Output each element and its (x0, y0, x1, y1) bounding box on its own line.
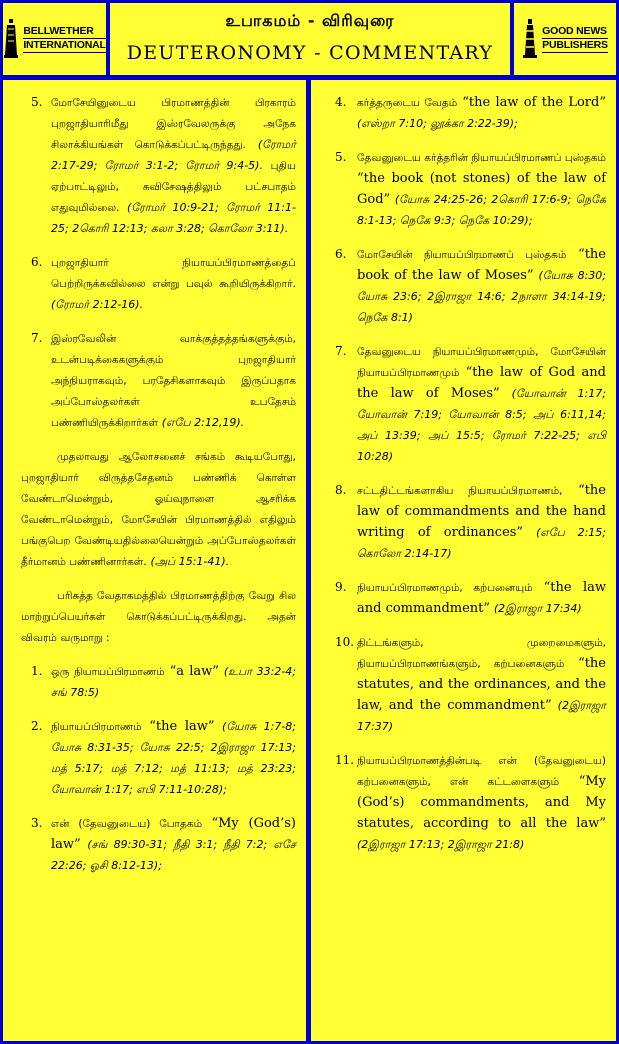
logo-line1: BELLWETHER (23, 25, 105, 39)
item-ref: (2இராஜா 17:13; 2இராஜா 21:8) (357, 838, 525, 851)
list-item (31, 813, 296, 876)
list-item (335, 750, 606, 855)
bellwether-logo (3, 3, 106, 75)
list-item (335, 92, 606, 134)
list-item (335, 147, 606, 231)
item-english: “the statutes, and the ordinances, and the law, and the commandment” (357, 656, 606, 713)
list-item (335, 577, 606, 619)
item-ref: (எபே 2:15; கொலோ 2:14-17) (357, 526, 606, 560)
item-text: புறஜாதியார் நியாயப்பிரமாணத்தைப் பெற்றிருக்கவில்லை என்று பவுல் கூறியிருக்கிறார். (51, 257, 296, 290)
list-item (335, 632, 606, 737)
logo-line2: INTERNATIONAL (23, 39, 106, 51)
item-ref: (எபே 2:12,19). (161, 416, 245, 429)
item-ref: (யோசு 24:25-26; 2கொரி 17:6-9; நெகே 8:1-13; நெகே 9:3; நெகே 10:29); (357, 193, 606, 227)
paragraph-text: பரிசுத்த வேதாகமத்தில் பிரமாணத்திற்கு வேறு சில மாற்றுப்பெயர்கள் கொடுக்கப்பட்டிருக்கிறது. அதன் விவரம் வருமாறு : (21, 590, 296, 644)
item-text: புதிய ஏற்பாட்டிலும், சுவிசேஷத்திலும் பட்சபாதம் எதுவுமில்லை. (51, 160, 296, 214)
list-item (31, 92, 296, 239)
item-ref: (சங் 89:30-31; நீதி 3:1; நீதி 7:2; எசே 22:26; ஓசி 8:12-13); (51, 838, 296, 872)
list-item (335, 480, 606, 564)
item-ref: (உபா 33:2-4; சங் 78:5) (51, 665, 296, 699)
paragraph-text: முதலாவது ஆலோசனைச் சங்கம் கூடியபோது, புறஜாதியார் விருத்தசேதனம் பண்ணிக் கொள்ள வேண்டாமென்றும், ஓய்வுநாளை ஆசரிக்க வேண்டாமென்றும், மோசேயின் பிரமாணத்தில் எதிலும் பங்குபெற வேண்டியதில்லையென்றும் அப்போஸ்தலர்கள் தீர்மானம் பண்ணினார்கள். (21, 451, 296, 568)
item-ref: (யோசு 1:7-8; யோசு 8:31-35; யோசு 22:5; 2இராஜா 17:13; மத் 5:17; மத் 7:12; மத் 11:13; மத் 23:23; யோவான் 1:17; எபி 7:11-10:28); (51, 720, 296, 796)
item-ref: (ரோமர் 10:9-21; ரோமர் 11:1-25; 2கொரி 12:13; கலா 3:28; கொலோ 3:11). (51, 201, 296, 235)
title-banner (110, 3, 510, 75)
item-number: 8. (335, 483, 347, 497)
item-number: 1. (31, 664, 43, 678)
title-english: DEUTERONOMY - COMMENTARY (126, 42, 494, 64)
item-text: தேவனுடைய கர்த்தரின் நியாயப்பிரமாணப் புஸ்தகம் (357, 152, 606, 164)
item-text: நியாயப்பிரமாணமும், கற்பனையும் (357, 582, 533, 594)
item-english: “the law of commandments and the hand writing of ordinances” (357, 483, 606, 540)
item-number: 7. (335, 344, 347, 358)
item-text: சட்டதிட்டங்களாகிய நியாயப்பிரமாணம், (357, 485, 563, 497)
item-number: 4. (335, 95, 347, 109)
logo-line2: PUBLISHERS (542, 39, 608, 51)
item-english: “My (God’s) law” (51, 816, 296, 852)
item-number: 7. (31, 331, 43, 345)
item-text: நியாயப்பிரமாணம் (51, 721, 142, 733)
item-text: ஒரு நியாயப்பிரமாணம் (51, 666, 165, 678)
paragraph (21, 585, 296, 648)
paragraph (21, 446, 296, 572)
item-number: 10. (335, 635, 355, 649)
list-item (31, 716, 296, 800)
item-english: “My (God’s) commandments, and My statutes, according to all the law” (357, 774, 606, 831)
item-english: “the law and commandment” (357, 580, 606, 616)
item-english: “the law of the Lord” (462, 95, 606, 110)
item-number: 2. (31, 719, 43, 733)
list-item (31, 252, 296, 315)
bellwether-icon (3, 17, 19, 61)
item-text: நியாயப்பிரமாணத்தின்படி என் (தேவனுடைய) கற்பனைகளும், என் கட்டளைகளும் (357, 755, 606, 788)
item-english: “the law of God and the law of Moses” (357, 365, 606, 401)
item-text: என் (தேவனுடைய) போதகம் (51, 818, 203, 830)
item-number: 6. (31, 255, 43, 269)
logo-line1: GOOD NEWS (542, 25, 607, 37)
item-text: தேவனுடைய நியாயப்பிரமாணமும், மோசேயின் நியாயப்பிரமாணமும் (357, 346, 606, 379)
item-ref: (ரோமர் 2:12-16). (51, 298, 144, 311)
title-tamil: உபாகமம் - விரிவுரை (225, 11, 395, 30)
lighthouse-icon (522, 17, 538, 61)
item-ref: (யோவான் 1:17; யோவான் 7:19; யோவான் 8:5; அப் 6:11,14; அப் 13:39; அப் 15:5; ரோமர் 7:22-25; எபி 10:28) (357, 387, 606, 463)
item-english: “the book of the law of Moses” (357, 247, 606, 283)
item-ref: (யோசு 8:30; யோசு 23:6; 2இராஜா 14:6; 2நாளா 34:14-19; நெகே 8:1) (357, 269, 606, 324)
list-item (31, 661, 296, 703)
list-item (31, 328, 296, 433)
right-column (311, 80, 616, 1041)
item-ref: (ரோமர் 2:17-29; ரோமர் 3:1-2; ரோமர் 9:4-5). (51, 138, 296, 172)
item-english: “a law” (169, 664, 219, 679)
item-number: 11. (335, 753, 355, 767)
item-number: 5. (335, 150, 347, 164)
item-english: “the book (not stones) of the law of God” (357, 171, 606, 207)
good-news-logo (514, 3, 616, 75)
item-text: கர்த்தருடைய வேதம் (357, 97, 458, 109)
item-text: மோசேயின் நியாயப்பிரமாணப் புஸ்தகம் (357, 249, 567, 261)
item-ref: (2இராஜா 17:37) (357, 699, 606, 733)
item-text: மோசேயினுடைய பிரமாணத்தின் பிரகாரம் புறஜாதியாரிமீது இஸ்ரவேலருக்கு அநேக சிலாக்கியங்கள் கொடுக்கப்பட்டிருந்தது. (51, 97, 296, 151)
list-item (335, 244, 606, 328)
item-text: இஸ்ரவேலின் வாக்குத்தத்தங்களுக்கும், உடன்படிக்கைகளுக்கும் புறஜாதியார் அந்நியராகவும், பரதேசிகளாகவும் இருப்பதாக அப்போஸ்தலர்கள் உபதேசம் பண்ணியிருக்கிறார்கள் (51, 333, 296, 429)
item-number: 6. (335, 247, 347, 261)
item-number: 5. (31, 95, 43, 109)
item-number: 3. (31, 816, 43, 830)
item-number: 9. (335, 580, 347, 594)
item-text: திட்டங்களும், முறைமைகளும், நியாயப்பிரமாணங்களும், கற்பனைகளும் (357, 637, 606, 670)
item-ref: (எஸ்றா 7:10; லூக்கா 2:22-39); (357, 117, 518, 130)
list-item (335, 341, 606, 467)
left-column (3, 80, 306, 1041)
paragraph-ref: (அப் 15:1-41). (150, 555, 230, 568)
item-english: “the law” (149, 719, 215, 734)
item-ref: (2இராஜா 17:34) (493, 602, 582, 615)
